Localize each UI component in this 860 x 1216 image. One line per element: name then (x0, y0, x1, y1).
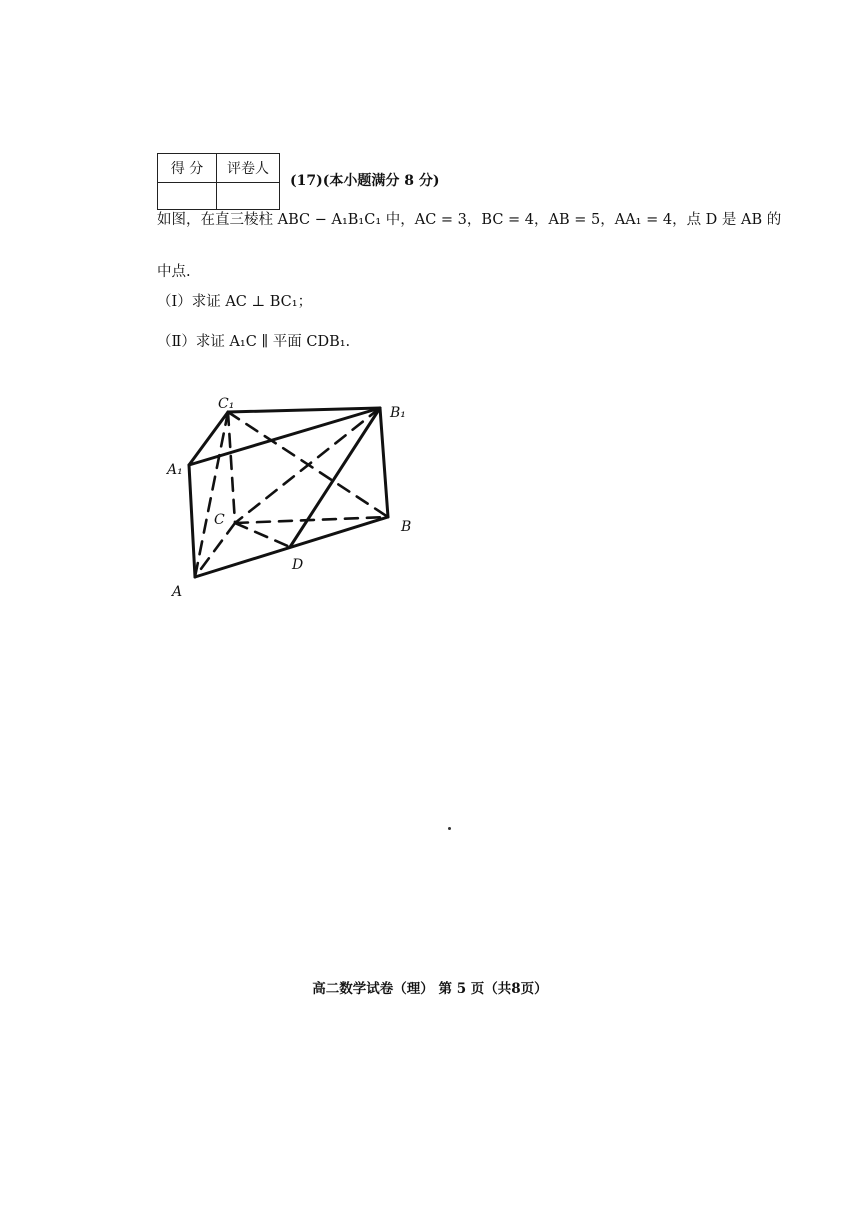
label-C: C (214, 512, 225, 528)
page-footer: 高二数学试卷（理） 第 5 页（共8页） (312, 981, 548, 997)
label-B1: B₁ (390, 405, 406, 421)
label-A: A (172, 584, 183, 600)
label-A1: A₁ (167, 462, 183, 478)
grader-cell (217, 183, 280, 210)
edge-C-D (235, 523, 290, 547)
edge-C-B (235, 517, 388, 523)
score-cell (158, 183, 217, 210)
score-header: 得 分 (158, 154, 217, 183)
label-D: D (292, 557, 304, 573)
edge-C1-C (228, 412, 235, 523)
edge-B1-D (290, 408, 380, 547)
problem-stem-line-2: 中点. (157, 264, 191, 280)
problem-part-1: （Ⅰ）求证 AC ⊥ BC₁； (157, 294, 313, 310)
problem-heading: (17)(本小题满分 8 分) (290, 173, 440, 189)
problem-stem-line-1: 如图，在直三棱柱 ABC − A₁B₁C₁ 中，AC = 3，BC = 4，AB = 5，AA₁ = 4，点 D 是 AB 的 (157, 212, 782, 228)
grader-header: 评卷人 (217, 154, 280, 183)
prism-figure (150, 385, 440, 615)
edge-A1-B1 (189, 408, 380, 465)
edge-C1-B1 (228, 408, 380, 412)
label-B: B (401, 519, 412, 535)
edge-B1-B (380, 408, 388, 517)
scan-speck (448, 827, 451, 830)
score-box (157, 153, 280, 210)
edge-B1-C (235, 408, 380, 523)
label-C1: C₁ (218, 396, 235, 412)
problem-part-2: （Ⅱ）求证 A₁C ∥ 平面 CDB₁. (157, 334, 351, 350)
edge-A1-A (189, 465, 195, 577)
